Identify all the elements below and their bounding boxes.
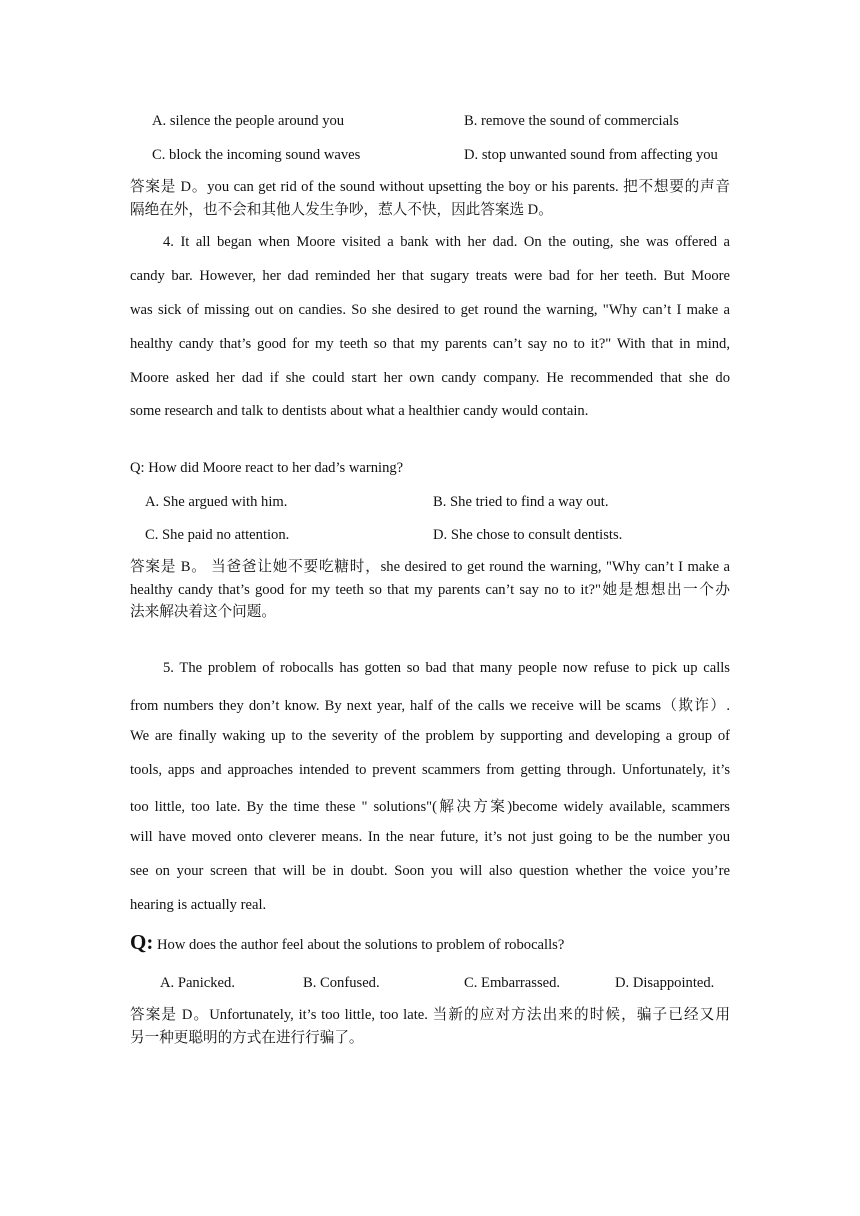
q3-option-d: D. stop unwanted sound from affecting you (464, 147, 718, 163)
q4-option-b: B. She tried to find a way out. (433, 494, 609, 510)
q5-passage-line: hearing is actually real. (130, 897, 267, 913)
q4-passage-line: healthy candy that’s good for my teeth so that my parents can’t say no to it?" With that in mind, (130, 336, 730, 352)
q5-passage-line: from numbers they don’t know. By next year, half of the calls we receive will be scams（欺诈）. (130, 698, 730, 714)
q4-passage-line: 4. It all began when Moore visited a bank with her dad. On the outing, she was offered a (163, 234, 730, 250)
q3-option-b: B. remove the sound of commercials (464, 113, 679, 129)
q4-passage-line: some research and talk to dentists about what a healthier candy would contain. (130, 403, 589, 419)
q5-question (130, 930, 730, 955)
q4-option-a: A. She argued with him. (145, 494, 288, 510)
q5-passage-line: tools, apps and approaches intended to prevent scammers from getting through. Unfortunately, it’s (130, 762, 730, 778)
q3-answer-line: 隔绝在外，也不会和其他人发生争吵，惹人不快，因此答案选 D。 (130, 202, 553, 218)
q5-passage-line: too little, too late. By the time these " solutions"(解决方案)become widely available, scammers (130, 799, 730, 815)
q5-question-text: How does the author feel about the solutions to problem of robocalls? (153, 937, 565, 953)
q4-question: Q: How did Moore react to her dad’s warning? (130, 460, 404, 476)
q5-passage-line: will have moved onto cleverer means. In the near future, it’s not just going to be the number you (130, 829, 730, 845)
q5-option-c: C. Embarrassed. (464, 975, 561, 991)
q4-answer-line: 法来解决着这个问题。 (130, 604, 276, 620)
q5-passage-line: 5. The problem of robocalls has gotten so bad that many people now refuse to pick up calls (163, 660, 730, 676)
q4-answer-line: healthy candy that’s good for my teeth so that my parents can’t say no to it?"她是想想出一个办 (130, 582, 730, 598)
q5-answer-line: 另一种更聪明的方式在进行行骗了。 (130, 1030, 364, 1046)
q4-option-d: D. She chose to consult dentists. (433, 527, 623, 543)
q4-answer-line: 答案是 B。 当爸爸让她不要吃糖时，she desired to get round the warning, "Why can’t I make a (130, 559, 730, 575)
q5-question-prefix: Q: (130, 930, 154, 954)
q5-option-d: D. Disappointed. (615, 975, 715, 991)
q5-answer-line: 答案是 D。Unfortunately, it’s too little, too late. 当新的应对方法出来的时候，骗子已经又用 (130, 1007, 730, 1023)
q3-option-c: C. block the incoming sound waves (152, 147, 361, 163)
q5-passage-line: We are finally waking up to the severity of the problem by supporting and developing a group of (130, 728, 730, 744)
q3-option-a: A. silence the people around you (152, 113, 345, 129)
q4-option-c: C. She paid no attention. (145, 527, 290, 543)
q4-passage-line: was sick of missing out on candies. So she desired to get round the warning, "Why can’t I make a (130, 302, 730, 318)
q5-option-a: A. Panicked. (160, 975, 235, 991)
q4-passage-line: Moore asked her dad if she could start her own candy company. He recommended that she do (130, 370, 730, 386)
q3-answer-line: 答案是 D。you can get rid of the sound without upsetting the boy or his parents. 把不想要的声音 (130, 179, 730, 195)
q5-option-b: B. Confused. (303, 975, 380, 991)
q5-passage-line: see on your screen that will be in doubt. Soon you will also question whether the voice you’re (130, 863, 730, 879)
q4-passage-line: candy bar. However, her dad reminded her that sugary treats were bad for her teeth. But Moore (130, 268, 730, 284)
